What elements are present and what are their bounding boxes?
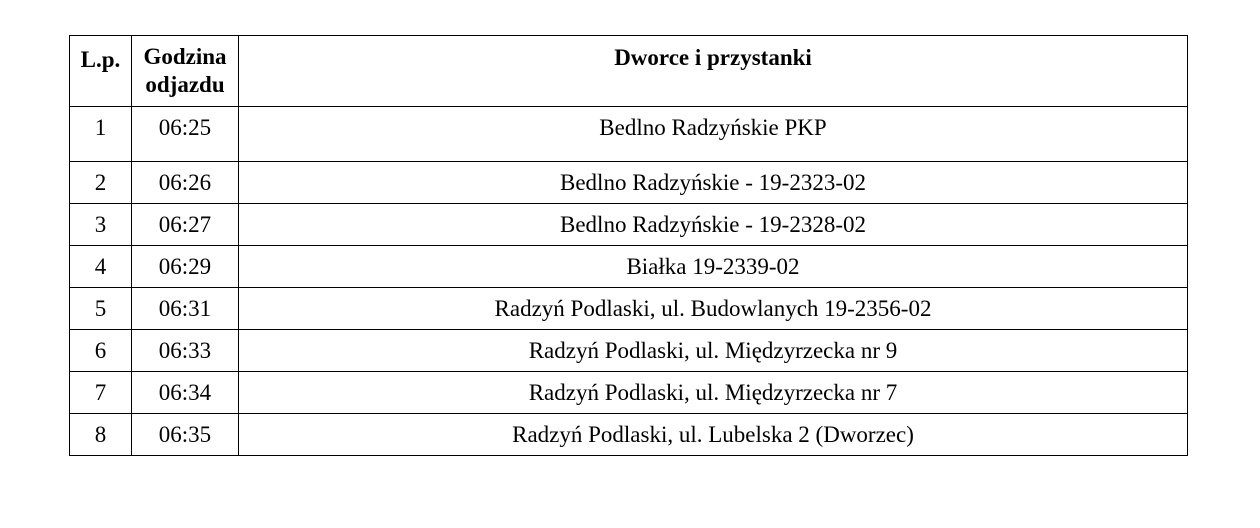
- cell-time: 06:27: [132, 204, 239, 246]
- cell-time: 06:35: [132, 414, 239, 456]
- cell-time: 06:26: [132, 162, 239, 204]
- header-time-line2: odjazdu: [145, 72, 225, 97]
- cell-stop: Bedlno Radzyńskie PKP: [239, 107, 1188, 162]
- cell-stop: Radzyń Podlaski, ul. Lubelska 2 (Dworzec): [239, 414, 1188, 456]
- table-row: [70, 330, 1188, 372]
- cell-time: 06:25: [132, 107, 239, 162]
- cell-lp: 5: [70, 288, 132, 330]
- table-row: [70, 107, 1188, 162]
- cell-stop: Bedlno Radzyńskie - 19-2323-02: [239, 162, 1188, 204]
- cell-lp: 8: [70, 414, 132, 456]
- table-header-row: [70, 36, 1188, 107]
- header-stops: Dworce i przystanki: [239, 36, 1188, 107]
- cell-lp: 7: [70, 372, 132, 414]
- cell-lp: 3: [70, 204, 132, 246]
- cell-time: 06:29: [132, 246, 239, 288]
- cell-stop: Radzyń Podlaski, ul. Międzyrzecka nr 9: [239, 330, 1188, 372]
- cell-time: 06:33: [132, 330, 239, 372]
- table-row: [70, 372, 1188, 414]
- table-row: [70, 162, 1188, 204]
- cell-stop: Radzyń Podlaski, ul. Budowlanych 19-2356-02: [239, 288, 1188, 330]
- table-row: [70, 246, 1188, 288]
- cell-stop: Bedlno Radzyńskie - 19-2328-02: [239, 204, 1188, 246]
- cell-lp: 1: [70, 107, 132, 162]
- table-row: [70, 204, 1188, 246]
- header-lp: L.p.: [70, 36, 132, 107]
- cell-time: 06:31: [132, 288, 239, 330]
- header-time-line1: Godzina: [143, 44, 227, 69]
- cell-stop: Białka 19-2339-02: [239, 246, 1188, 288]
- timetable: [69, 35, 1188, 456]
- header-departure-time: [132, 36, 239, 107]
- cell-stop: Radzyń Podlaski, ul. Międzyrzecka nr 7: [239, 372, 1188, 414]
- cell-lp: 2: [70, 162, 132, 204]
- table-row: [70, 414, 1188, 456]
- cell-time: 06:34: [132, 372, 239, 414]
- table-row: [70, 288, 1188, 330]
- cell-lp: 4: [70, 246, 132, 288]
- cell-lp: 6: [70, 330, 132, 372]
